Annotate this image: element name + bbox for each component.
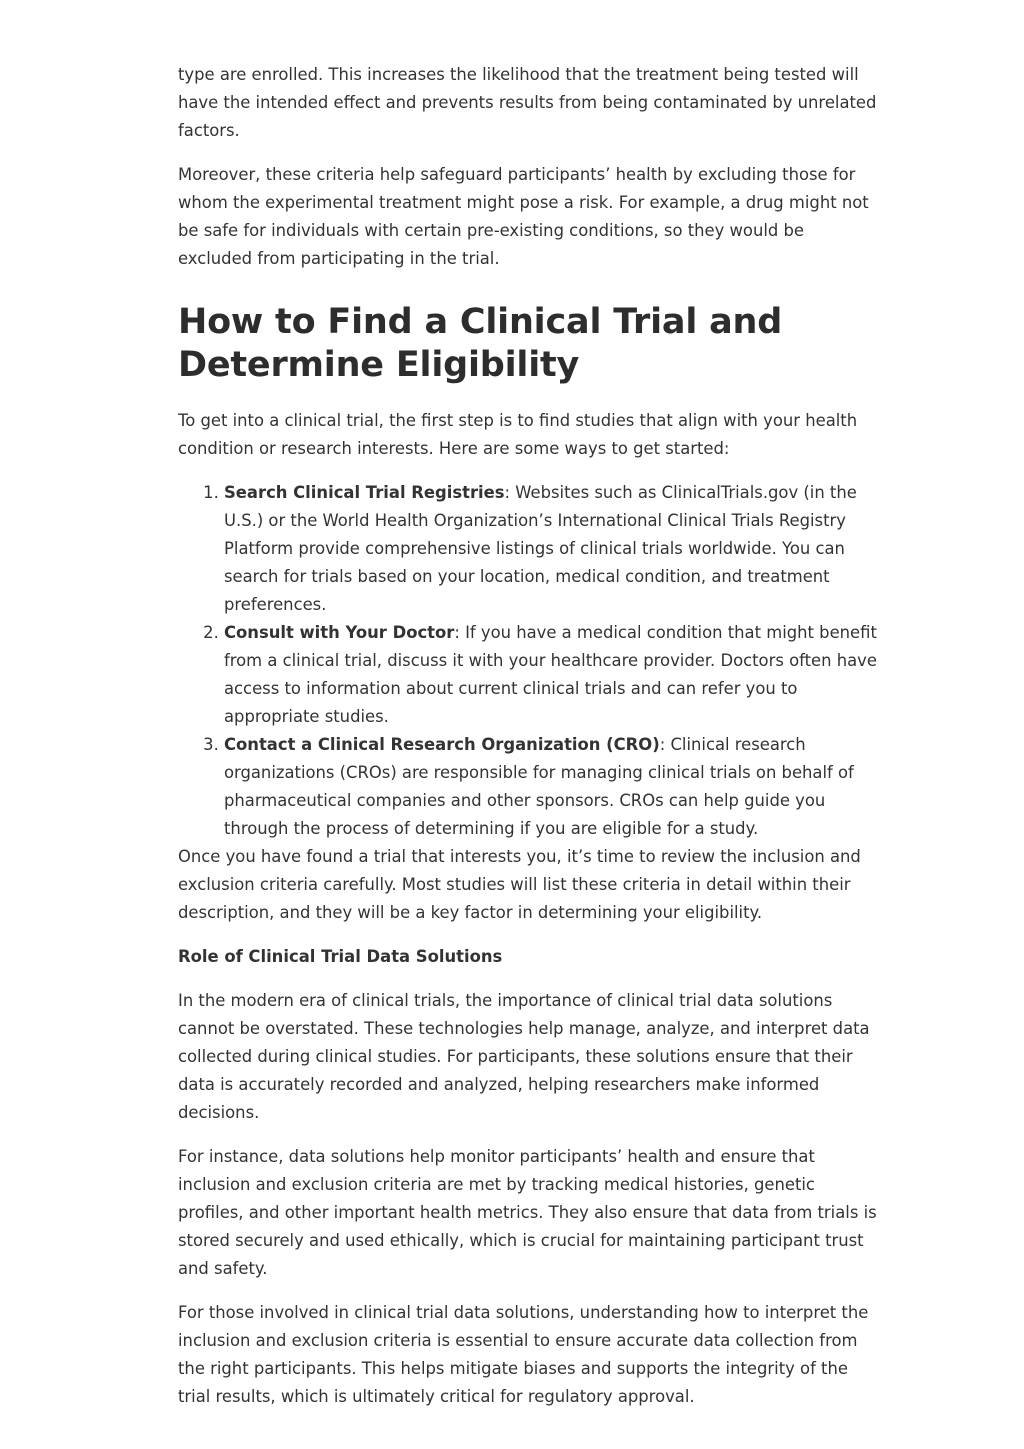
step-title: Contact a Clinical Research Organization (CRO) <box>224 735 660 754</box>
steps-list <box>178 479 878 843</box>
article-body <box>178 61 878 1427</box>
subsection-paragraph-1: In the modern era of clinical trials, the importance of clinical trial data solutions cannot be overstated. These technologies help manage, analyze, and interpret data collected during clinical studies. For participants, these solutions ensure that their data is accurately recorded and analyzed, helping researchers make informed decisions. <box>178 991 870 1122</box>
intro-paragraph-1: type are enrolled. This increases the likelihood that the treatment being tested will have the intended effect and prevents results from being contaminated by unrelated factors. <box>178 65 877 140</box>
after-list-paragraph: Once you have found a trial that interests you, it’s time to review the inclusion and exclusion criteria carefully. Most studies will list these criteria in detail within their description, and they will be a key factor in determining your eligibility. <box>178 847 861 922</box>
section-lead-paragraph: To get into a clinical trial, the first step is to find studies that align with your health condition or research interests. Here are some ways to get started: <box>178 411 858 458</box>
step-text: : Clinical research organizations (CROs) are responsible for managing clinical trials on behalf of pharmaceutical companies and other sponsors. CROs can help guide you through the process of determining if you are eligible for a study. <box>224 735 854 838</box>
list-item <box>224 479 878 619</box>
step-title: Consult with Your Doctor <box>224 623 455 642</box>
step-title: Search Clinical Trial Registries <box>224 483 505 502</box>
list-item <box>224 731 878 843</box>
step-text: : Websites such as ClinicalTrials.gov (in the U.S.) or the World Health Organization’s International Clinical Trials Registry Platform provide comprehensive listings of clinical trials worldwide. You can search for trials based on your location, medical condition, and treatment preferences. <box>224 483 857 614</box>
subsection-paragraph-2: For instance, data solutions help monitor participants’ health and ensure that inclusion and exclusion criteria are met by tracking medical histories, genetic profiles, and other important health metrics. They also ensure that data from trials is stored securely and used ethically, which is crucial for maintaining participant trust and safety. <box>178 1147 877 1278</box>
step-text: : If you have a medical condition that might benefit from a clinical trial, discuss it with your healthcare provider. Doctors often have access to information about current clinical trials and can refer you to appropriate studies. <box>224 623 877 726</box>
subsection-heading: Role of Clinical Trial Data Solutions <box>178 947 503 966</box>
subsection-paragraph-3: For those involved in clinical trial data solutions, understanding how to interpret the inclusion and exclusion criteria is essential to ensure accurate data collection from the right participants. This helps mitigate biases and supports the integrity of the trial results, which is ultimately critical for regulatory approval. <box>178 1303 869 1406</box>
list-item <box>224 619 878 731</box>
section-heading: How to Find a Clinical Trial and Determine Eligibility <box>178 302 783 385</box>
intro-paragraph-2: Moreover, these criteria help safeguard participants’ health by excluding those for whom the experimental treatment might pose a risk. For example, a drug might not be safe for individuals with certain pre-existing conditions, so they would be excluded from participating in the trial. <box>178 165 869 268</box>
